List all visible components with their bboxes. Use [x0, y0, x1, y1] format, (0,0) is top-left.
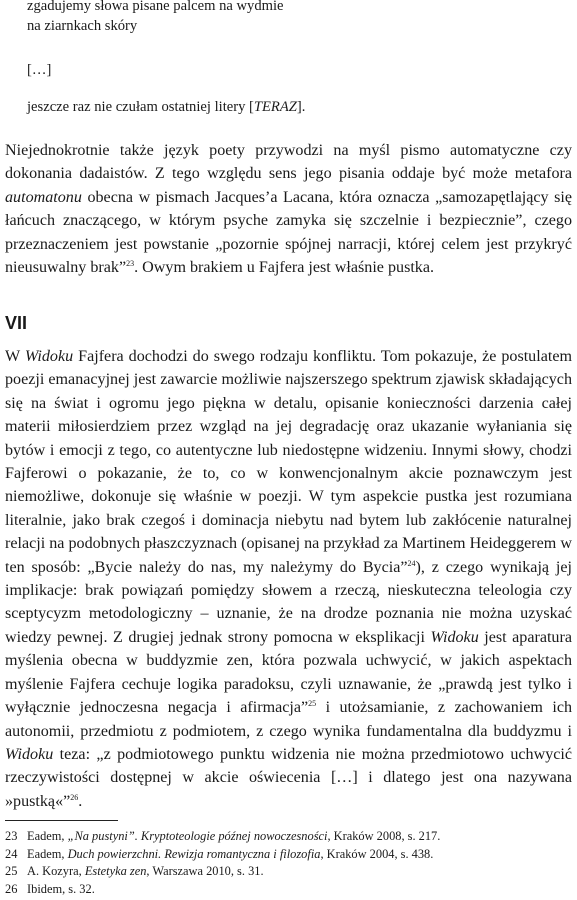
footnote-ref: 26: [70, 792, 79, 802]
text-run: Eadem,: [27, 846, 68, 861]
text-run: . Owym brakiem u Fajfera jest właśnie pustka.: [134, 259, 435, 277]
paragraph-2: [5, 345, 572, 813]
footnote-text: [27, 863, 264, 881]
text-run: i utożsamianie, z zachowaniem ich autonomii, przedmiotu z podmiotem, z czego wynika fundamentalna dla buddyzmu i: [5, 699, 573, 740]
section-heading: VII: [5, 313, 28, 333]
footnote: [5, 881, 572, 899]
footnote-number: 24: [5, 846, 18, 861]
footnote: [5, 828, 572, 846]
poem-text: ].: [296, 99, 306, 115]
poem-line: [27, 16, 137, 36]
poem-line: [27, 0, 284, 16]
text-run: Eadem,: [27, 829, 68, 843]
text-run: .: [78, 792, 83, 810]
footnote-number: 23: [5, 829, 18, 843]
paragraph-1: [5, 139, 572, 279]
text-run: Niejednokrotnie także język poety przywodzi na myśl pismo automatyczne czy dokonania dadaistów. Z tego względu sens jego pisania oddaje być może metafora: [5, 142, 572, 183]
text-run: W: [5, 348, 25, 365]
footnote-text: [27, 846, 433, 864]
footnote-ref: 25: [308, 699, 317, 709]
footnote: [5, 846, 572, 864]
italic-run: Widoku: [24, 348, 74, 365]
italic-run: automatonu: [5, 188, 82, 206]
italic-run: Widoku: [430, 628, 479, 646]
footnote-number: 25: [5, 864, 18, 878]
text-run: , Kraków 2004, s. 438.: [320, 846, 434, 861]
footnote-ref: 24: [407, 558, 416, 568]
italic-run: Duch powierzchni. Rewizja romantyczna i filozofia: [67, 846, 321, 861]
footnote-ref: 23: [126, 259, 135, 269]
poem-text: jeszcze raz nie czułam ostatniej litery [: [27, 99, 254, 115]
footnote: [5, 863, 572, 881]
text-run: , Kraków 2008, s. 217.: [327, 829, 441, 843]
text-run: jest aparatura myślenia obecna w buddyzmie zen, która pozwala uchwycić, w jakich aspektach myślenie Fajfera cechuje logika paradoksu, czyli uznawanie, że „prawdą jest tylko i wyłącznie jednoczesna negacja i afirmacja”: [5, 628, 572, 717]
italic-run: Widoku: [5, 745, 54, 763]
footnotes: [5, 828, 572, 898]
poem-line: [27, 97, 305, 117]
poem-text: zgadujemy słowa pisane palcem na wydmie: [27, 0, 284, 14]
poem-italic: TERAZ: [253, 99, 297, 115]
poem-ellipsis: [27, 60, 51, 80]
text-run: ), z czego wynikają jej implikacje: brak powiązań pomiędzy słowem a rzeczą, nieskuteczna teleologia czy sceptycyzm metodologiczny – uznanie, że na drodze poznania nie można uzyskać wiedzy pewnej. Z drugiej jednak strony pomocna w eksplikacji: [5, 558, 572, 646]
footnote-text: [27, 881, 95, 899]
italic-run: Estetyka zen: [84, 864, 147, 878]
poem-text: […]: [27, 62, 52, 78]
paragraph-text: [5, 139, 572, 279]
text-run: , Warszawa 2010, s. 31.: [146, 864, 264, 878]
text-run: obecna w pismach Jacques’a Lacana, która oznacza „samozapętlający się łańcuch znaczącego, w którym psyche zamyka się szczelnie i bezpiecznie”, czego przeznaczeniem jest powstanie „pozornie spójnej narracji, której celem jest przykryć nieusuwalny brak”: [5, 188, 572, 277]
footnote-divider: [5, 820, 118, 821]
paragraph-text: [5, 345, 572, 813]
footnote-text: [27, 828, 440, 846]
footnote-number: 26: [5, 881, 18, 896]
text-run: teza: „z podmiotowego punktu widzenia nie można przedmiotowo uchwycić rzeczywistości dostępnej w akcie oświecenia […] i dlatego jest ona nazywana »pustką«”: [5, 745, 572, 810]
text-run: Ibidem, s. 32.: [27, 881, 95, 896]
poem-text: na ziarnkach skóry: [27, 18, 138, 34]
text-run: Fajfera dochodzi do swego rodzaju konfliktu. Tom pokazuje, że postulatem poezji emanacyjnej jest zawarcie możliwie najszerszego spektrum zjawisk składających się na świat i ogromu jego piękna w detalu, opisanie konieczności darzenia całej materii miłosierdziem przez wzgląd na jej degradację oraz ukazanie wyłaniania się bytów i emocji z tego, co autentyczne lub niedostępne widzeniu. Innymi słowy, chodzi Fajferowi o pokazanie, że to, co w konwencjonalnym akcie poznawczym jest niemożliwe, dokonuje się właśnie w poezji. W tym aspekcie pustka jest rozumiana literalnie, jako brak czegoś i dominacja niebytu nad bytem lub zakłócenie naturalnej relacji na podobnych płaszczyznach (opisanej na przykład za Martinem Heideggerem w ten sposób: „Bycie należy do nas, my należymy do Bycia”: [5, 348, 572, 576]
italic-run: „Na pustyni”. Kryptoteologie późnej nowoczesności: [67, 829, 328, 843]
text-run: A. Kozyra,: [27, 864, 85, 878]
